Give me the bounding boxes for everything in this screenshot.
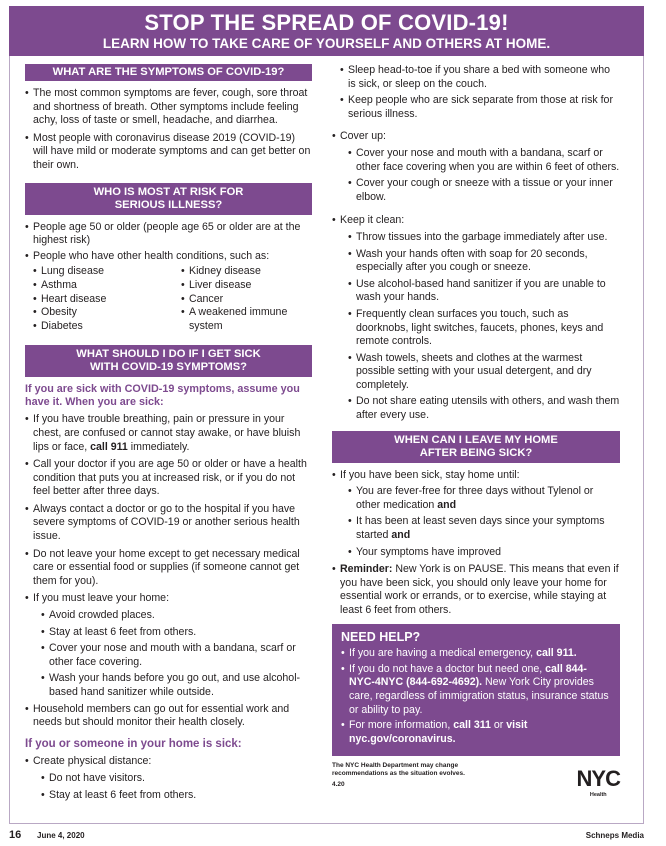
list-item: • Frequently clean surfaces you touch, such as doorknobs, light switches, faucets, phones, keys and remote controls. [348, 308, 620, 349]
cover-list [332, 130, 620, 204]
nyc-logo-text: NYC [576, 765, 620, 791]
risk-list [25, 221, 312, 264]
item-text: If you must leave your home: [33, 592, 170, 605]
list-item [332, 469, 620, 560]
list-item [341, 647, 611, 661]
condition-item: • Cancer [181, 293, 311, 307]
phone-link[interactable]: call 844-NYC-4NYC (844-692-4692). [349, 662, 587, 689]
condition-item: • Heart disease [33, 293, 181, 307]
period: . [573, 647, 577, 660]
condition-item: • Lung disease [33, 265, 181, 279]
list-item: • Sleep head-to-toe if you share a bed with someone who is sick, or sleep on the couch. [340, 64, 620, 91]
distance-list [25, 755, 312, 802]
distance-list-cont [332, 64, 620, 121]
and-text: and [437, 498, 457, 511]
leave-home-header [332, 431, 620, 463]
call-911-text: call 911 [90, 440, 128, 453]
website-link[interactable]: visit nyc.gov/coronavirus. [349, 719, 528, 745]
page-title: STOP THE SPREAD OF COVID-19! [144, 10, 509, 35]
list-item: • Use alcohol-based hand sanitizer if you are unable to wash your hands. [348, 278, 620, 305]
conditions-grid [33, 265, 312, 333]
issue-date: June 4, 2020 [37, 831, 85, 840]
item-text: If you have trouble breathing, pain or pressure in your chest, are confused or cannot stay awake, or have bluish lips or face, [33, 413, 301, 453]
item-text: If you are having a medical emergency, [349, 647, 537, 660]
item-text: If you have been sick, stay home until: [340, 468, 520, 481]
health-label: Health [589, 791, 607, 798]
list-item: • People age 50 or older (people age 65 or older are at the highest risk) [25, 221, 312, 248]
publisher: Schneps Media [585, 831, 644, 840]
risk-header-line2: SERIOUS ILLNESS? [114, 198, 223, 211]
item-text: or [490, 719, 507, 732]
page-number: 16 [9, 829, 22, 841]
leave-conditions [340, 485, 620, 559]
sick-header-line1: WHAT SHOULD I DO IF I GET SICK [76, 348, 261, 361]
list-item: • Do not have visitors. [41, 772, 312, 786]
help-title: NEED HELP? [341, 629, 421, 644]
list-item: • Cover your cough or sneeze with a tissue or your inner elbow. [348, 177, 620, 204]
leave-header-line1: WHEN CAN I LEAVE MY HOME [394, 433, 558, 446]
list-item: • Stay at least 6 feet from others. [41, 626, 312, 640]
household-header: If you or someone in your home is sick: [25, 737, 242, 750]
condition-item: • Obesity [33, 306, 181, 320]
list-item: • The most common symptoms are fever, cough, sore throat and shortness of breath. Other symptoms include feeling achy, loss of taste or smell, headache, and diarrhea. [25, 87, 312, 128]
item-text: For more information, [349, 719, 454, 732]
list-item [348, 485, 620, 512]
reminder-label: Reminder: [340, 563, 393, 576]
condition-item: • Diabetes [33, 320, 181, 334]
revision-date: 4.20 [332, 781, 345, 789]
list-item: • Throw tissues into the garbage immediately after use. [348, 231, 620, 245]
list-item [332, 214, 620, 422]
list-item: • Do not share eating utensils with others, and wash them after every use. [348, 395, 620, 422]
clean-list [332, 214, 620, 422]
list-item: • Your symptoms have improved [348, 546, 620, 560]
list-item: • Cover your nose and mouth with a bandana, scarf or other face covering. [41, 642, 312, 669]
disclaimer: The NYC Health Department may change recommendations as the situation evolves. [332, 762, 465, 778]
item-text: immediately. [127, 440, 190, 453]
list-item: • Call your doctor if you are age 50 or older or have a health condition that puts you at increased risk, or if you do not feel better after three days. [25, 458, 312, 499]
list-item: • Wash your hands often with soap for 20 seconds, especially after you cough or sneeze. [348, 248, 620, 275]
item-text: If you do not have a doctor but need one, [349, 662, 546, 675]
need-help-box [332, 624, 620, 757]
item-text: New York is on PAUSE. This means that even if you have been sick, you should only leave your home for essential work or errands, or to exercise, while staying at least 6 feet from others. [340, 563, 619, 616]
list-item [25, 755, 312, 802]
list-item: • Cover your nose and mouth with a bandana, scarf or other face covering when you are within 6 feet of others. [348, 147, 620, 174]
sick-intro: If you are sick with COVID-19 symptoms, assume you have it. When you are sick: [25, 383, 300, 409]
help-list [341, 647, 611, 746]
condition-item: • Liver disease [181, 279, 311, 293]
list-item [341, 719, 611, 746]
list-item: • Keep people who are sick separate from those at risk for serious illness. [340, 94, 620, 121]
title-banner [9, 6, 644, 56]
leave-header-line2: AFTER BEING SICK? [419, 446, 533, 459]
leave-list [33, 609, 312, 700]
list-item: • Most people with coronavirus disease 2019 (COVID-19) will have mild or moderate symptoms and can get better on their own. [25, 132, 312, 173]
condition-item: • A weakened immune system [181, 306, 311, 333]
list-item [25, 413, 312, 454]
item-text: Create physical distance: [33, 755, 152, 768]
risk-header-line1: WHO IS MOST AT RISK FOR [93, 185, 244, 198]
distance-sublist [33, 772, 312, 802]
list-item [25, 592, 312, 699]
nyc-health-logo [576, 765, 620, 803]
clean-sublist [340, 231, 620, 423]
footer-area [332, 762, 620, 802]
sick-list [25, 413, 312, 729]
symptoms-list [25, 87, 312, 173]
sick-header [25, 345, 312, 377]
item-text: Cover up: [340, 130, 386, 143]
right-column [332, 64, 620, 802]
list-item: • Always contact a doctor or go to the hospital if you have severe symptoms of COVID-19 or another serious health issue. [25, 503, 312, 544]
and-text: and [391, 529, 411, 542]
item-text: You are fever-free for three days without Tylenol or other medication [356, 485, 594, 511]
condition-item: • Kidney disease [181, 265, 311, 279]
risk-header [25, 183, 312, 215]
list-item: • Stay at least 6 feet from others. [41, 789, 312, 803]
list-item [332, 563, 620, 617]
condition-item: • Asthma [33, 279, 181, 293]
leave-home-list [332, 469, 620, 618]
list-item: • Household members can go out for essential work and needs but should monitor their health closely. [25, 703, 312, 730]
page-subtitle: LEARN HOW TO TAKE CARE OF YOURSELF AND OTHERS AT HOME. [102, 36, 551, 51]
left-column [25, 64, 312, 806]
list-item: • Do not leave your home except to get necessary medical care or essential food or supplies (if someone cannot get them for you). [25, 548, 312, 589]
list-item: • Avoid crowded places. [41, 609, 312, 623]
list-item: • Wash towels, sheets and clothes at the warmest possible setting with your usual detergent, and dry completely. [348, 352, 620, 393]
cover-sublist [340, 147, 620, 204]
item-text: New York City provides care, regardless of immigration status, insurance status or ability to pay. [349, 676, 609, 716]
list-item [348, 515, 620, 542]
item-text: It has been at least seven days since your symptoms started [356, 515, 605, 542]
symptoms-header: WHAT ARE THE SYMPTOMS OF COVID-19? [25, 64, 312, 81]
list-item [332, 130, 620, 204]
list-item: • People who have other health conditions, such as: [25, 250, 312, 264]
call-911-text: call 911 [536, 647, 574, 660]
list-item: • Wash your hands before you go out, and use alcohol-based hand sanitizer while outside. [41, 672, 312, 699]
call-311-text[interactable]: call 311 [453, 719, 491, 732]
item-text: Keep it clean: [340, 214, 405, 227]
list-item [341, 663, 611, 717]
sick-header-line2: WITH COVID-19 SYMPTOMS? [89, 361, 248, 374]
